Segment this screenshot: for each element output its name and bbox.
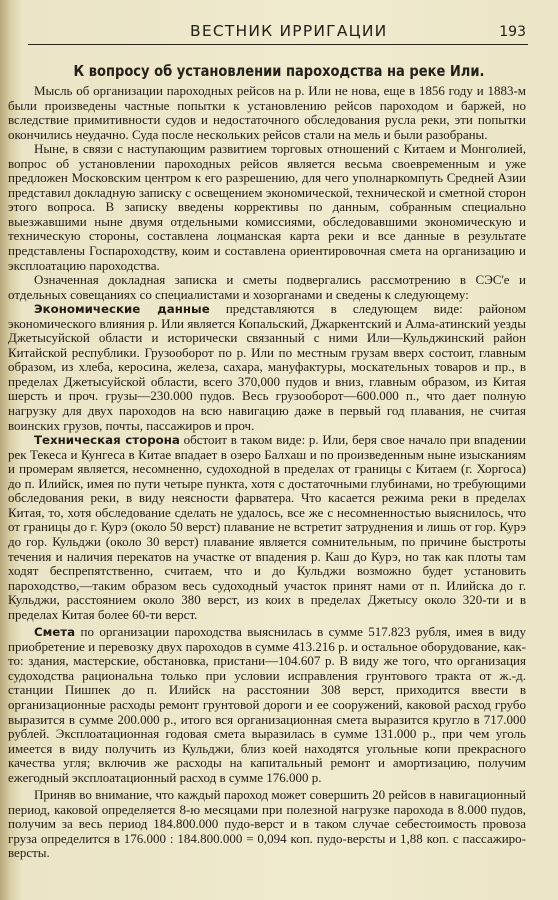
paragraph-summary-intro: Означенная докладная записка и сметы подвергались рассмотрению в СЭС'е и отдельных совещаниях со специалистами и хозорганами и сведены к следующему: — [8, 272, 526, 302]
paragraph-technical-side — [8, 433, 526, 622]
paragraph-history: Мысль об организации пароходных рейсов на р. Или не нова, еще в 1856 году и 1883-м были произведены частные попытки к установлению рейсов пароходом и баржей, но вследствие примитивности судов и недостаточного обследования русла реки, эти попытки окончились неудачно. Суда после нескольких рейсов стали на мель и были разобраны. — [8, 83, 526, 142]
paragraph-cost-calculation: Приняв во внимание, что каждый пароход может совершить 20 рейсов в навигационный период, каковой определяется 8-ю месяцами при полезной нагрузке парохода в 8.000 пудов, получим за весь период 184.800.000 пудо-верст и в таком случае себестоимость провоза груза определится в 176.000 : 184.800.000 = 0,094 коп. пудо-версты и 1,88 коп. с пассажиро-версты. — [8, 787, 526, 861]
technical-side-text: обстоит в таком виде: р. Или, беря свое начало при впадении рек Текеса и Кунгеса в Китае впадает в озеро Балхаш и по произведенным ныне изысканиям и промерам является, несомненно, судоходной в пределах от границы с Китаем (г. Хоргоса) до п. Илийск, имея по пути четыре пункта, хотя с достаточными глубинами, но требующими обследования реки, в виду неясности фарватера. Что касается режима реки в пределах Китая, то, хотя обследование сделать не удалось, все же с несомненностью выяснилось, что от границы до г. Курэ (около 50 верст) плавание не встретит затруднения и лишь от гор. Курэ до гор. Кульджи (около 30 верст) плавание является сомнительным, по причине быстроты течения и наличия перекатов на участке от впадения р. Каш до Курэ, но так как плоты там ходят беспрепятственно, считаем, что и до Кульджи возможно будет установить пароходство,—таким образом весь судоходный участок принят нами от п. Илийска до г. Кульджи, расстоянием около 380 верст, из коих в пределах Джетысу около 320-ти и в пределах Китая более 60-ти верст. — [8, 432, 526, 622]
economic-data-heading: Экономические данные — [34, 302, 210, 317]
paragraph-economic-data — [8, 302, 526, 433]
technical-side-heading: Техническая сторона — [34, 433, 180, 448]
running-header — [20, 22, 538, 46]
economic-data-text: представляются в следующем виде: районом экономического влияния р. Или является Копальский, Джаркентский и Алма-атинский уезды Джетысуйской области и исторически связанный с ними Или—Кульджинский район Китайской республики. Грузооборот по р. Или по местным грузам вверх состоит, главным образом, из хлеба, керосина, железа, сахара, мануфактуры, москательных товаров и пр., в пределах Джетысуйской области, всего 370,000 пудов и вниз, главным образом, из Китая шерсть и проч. грузы—230.000 пудов. Весь грузооборот—600.000 п., что дает полную нагрузку для двух пароходов на всю навигацию даже в первый год плавания, не считая воинских грузов, почты, пассажиров и проч. — [8, 301, 526, 433]
journal-title: ВЕСТНИК ИРРИГАЦИИ — [190, 22, 388, 40]
article-body — [8, 84, 526, 861]
estimate-text: по организации пароходства выяснилась в сумме 517.823 рубля, имея в виду приобретение и перевозку двух пароходов в сумме 413.216 р. и остальное оборудование, как-то: здания, мастерские, обстановка, пристани—104.607 р. В виду же того, что организация судоходства рациональна только при условии исправления грунтового тракта от ж.-д. станции Пишпек до п. Илийск на расстоянии 308 верст, приходится ввести в организационные расходы ремонт грунтовой дороги и ее сооружений, каковой расход грубо выразится в сумме 200.000 р., итого вся организационная смета выразится кругло в 717.000 рублей. Эксплоатационная годовая смета выразилась в сумме 131.000 р., при чем уголь имеется в виду получить из Кульджи, близ коей находятся угольные копи прекрасного качества угля; включив же расходы на капитальный ремонт и амортизацию, получим ежегодный эксплоатационный расход в сумме 176.000 р. — [8, 624, 526, 785]
paragraph-current-situation: Ныне, в связи с наступающим развитием торговых отношений с Китаем и Монголией, вопрос об установлении пароходных рейсов является весьма своевременным и уже предложен Московским центром к его разрешению, для чего уполнаркомпуть Средней Азии представил докладную записку с освещением экономической, технической и сметной сторон этого вопроса. В записку введены коррективы по данным, собранным специально выезжавшими ныне двумя отдельными комиссиями, обследовавшими экономическую и техническую стороны, составлена лоцманская карта реки и все данные в результате представлены Госпароходству, коим и составлена ориентировочная смета на организацию и эксплоатацию пароходства. — [8, 141, 526, 273]
estimate-heading: Смета — [34, 625, 76, 640]
header-rule — [28, 44, 528, 45]
article-title: К вопросу об установлении пароходства на реке Или. — [73, 62, 485, 80]
page-number: 193 — [499, 24, 526, 40]
paragraph-estimate — [8, 625, 526, 785]
